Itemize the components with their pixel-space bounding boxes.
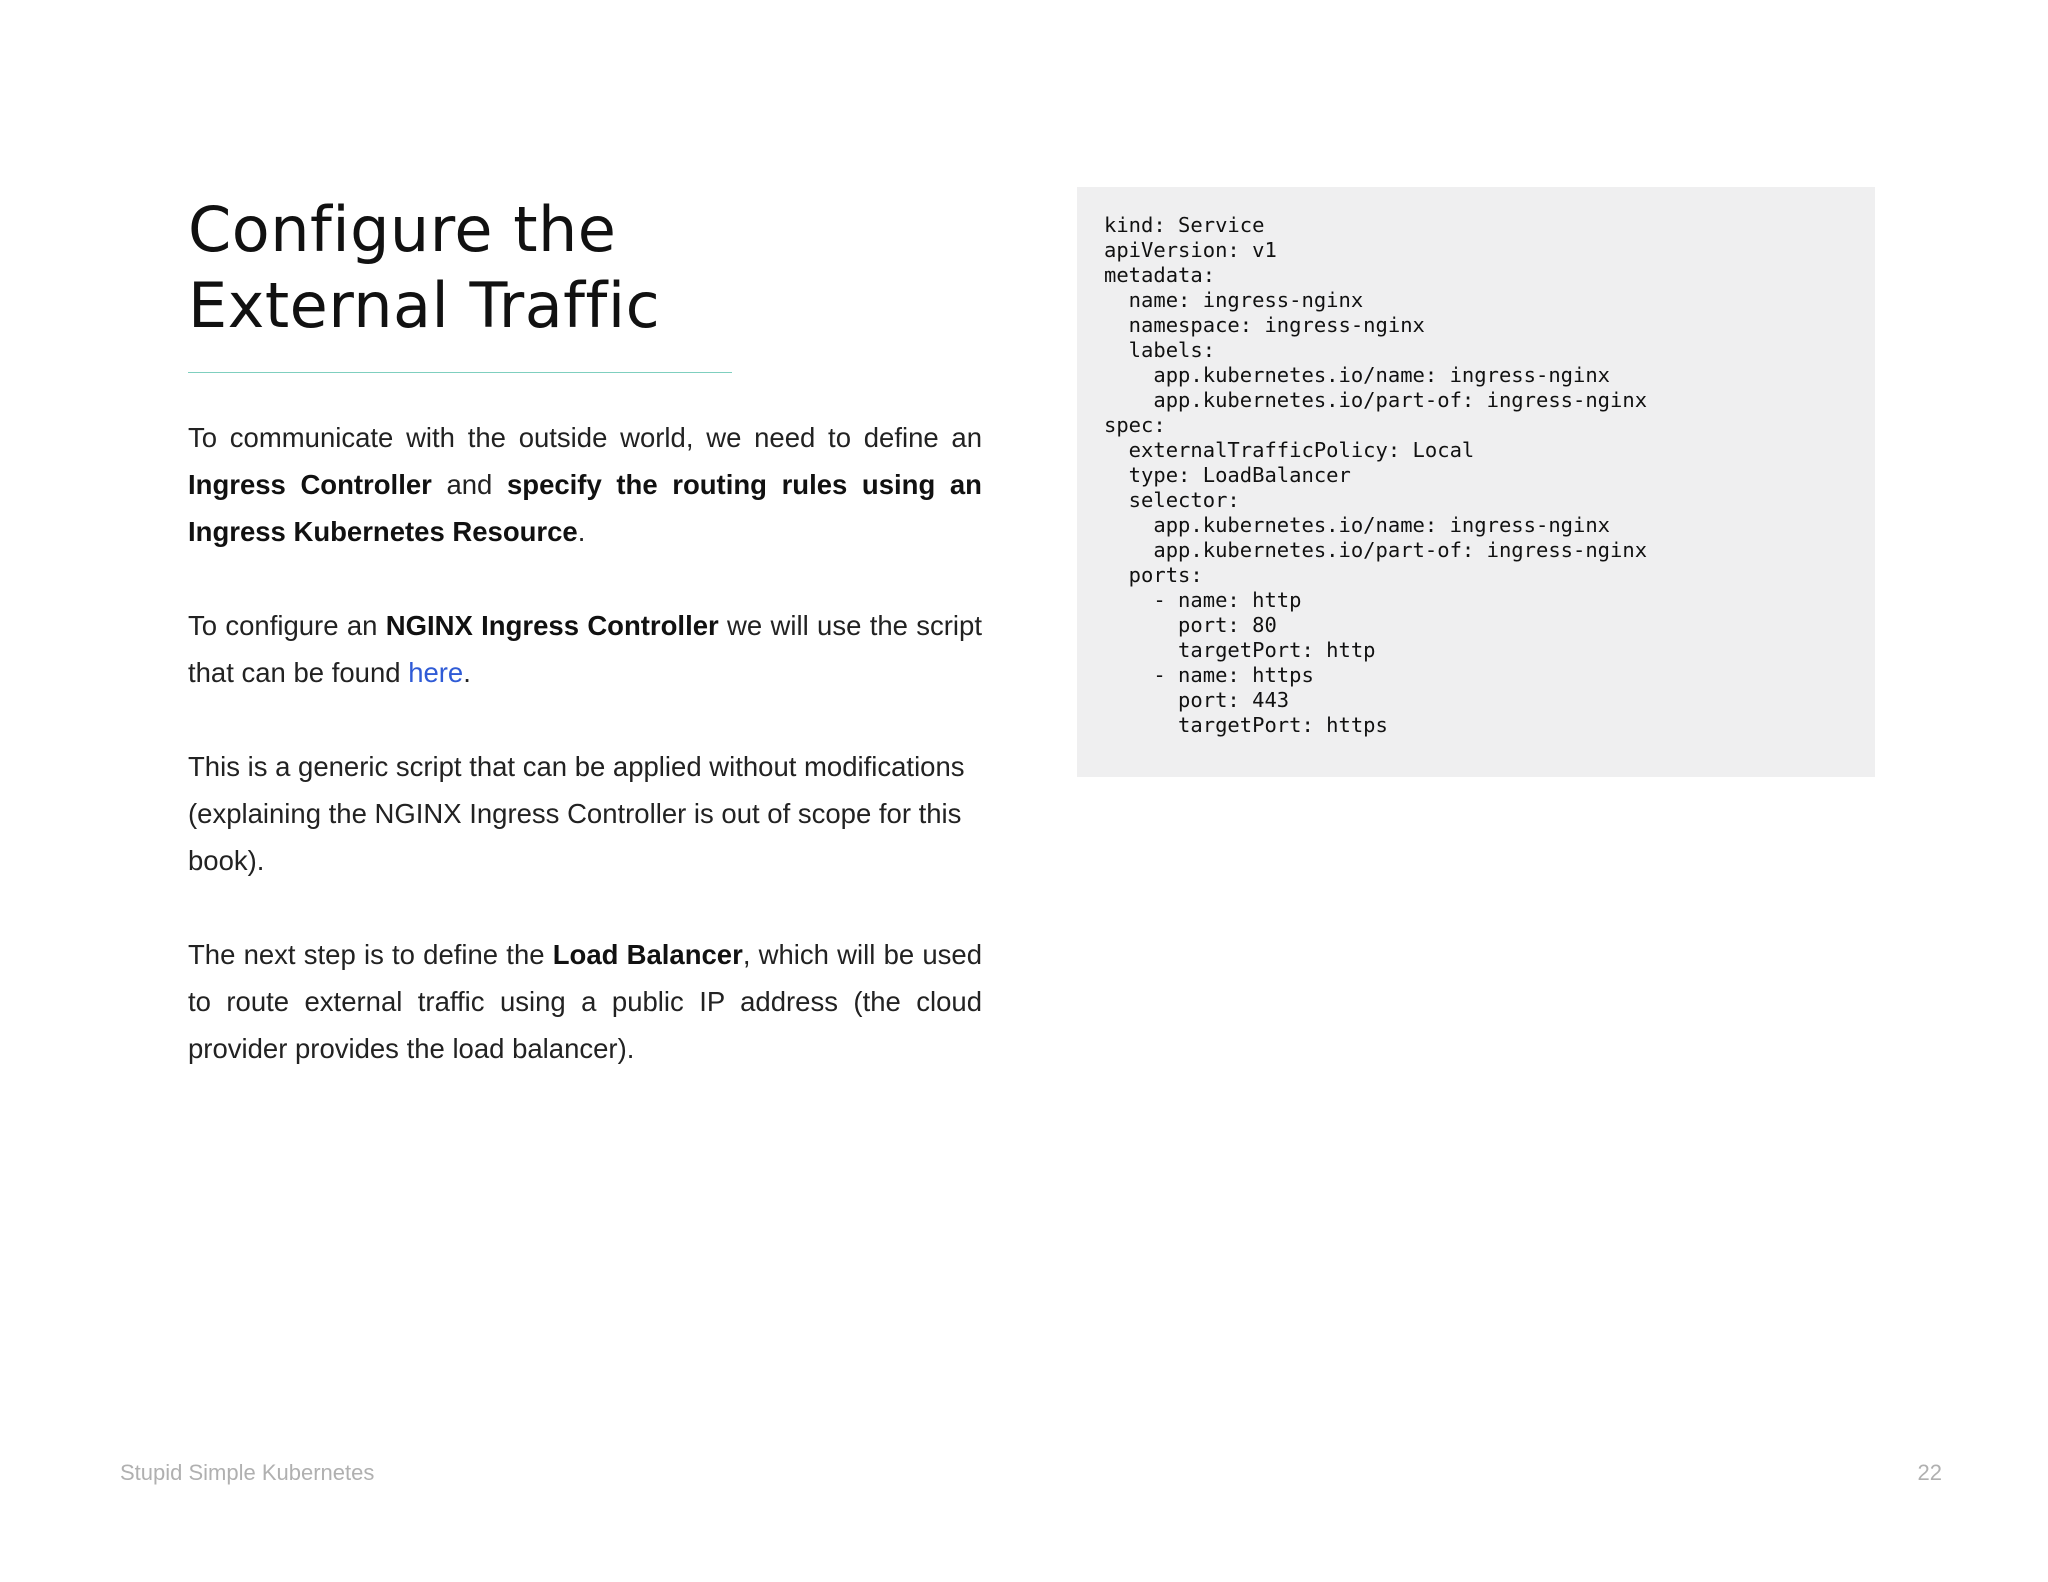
text-span: This is a generic script that can be applied without modifications (explaining the NGINX Ingress Controller is out of scope for this book). bbox=[188, 751, 965, 876]
text-span: we will use the script that can be found bbox=[188, 610, 982, 688]
text-span: , which will be used to route external traffic using a public IP address (the cloud provider provides the load balancer). bbox=[188, 939, 982, 1064]
text-span: . bbox=[463, 657, 471, 688]
code-line: port: 80 bbox=[1104, 613, 1277, 637]
here-link[interactable]: here bbox=[408, 657, 464, 688]
paragraph-nginx-script bbox=[188, 602, 982, 696]
title-divider bbox=[188, 372, 732, 373]
page-title-line-1: Configure the bbox=[188, 193, 617, 266]
code-line: externalTrafficPolicy: Local bbox=[1104, 438, 1475, 462]
code-line: labels: bbox=[1104, 338, 1216, 362]
code-line: spec: bbox=[1104, 413, 1166, 437]
code-line: selector: bbox=[1104, 488, 1240, 512]
code-line: app.kubernetes.io/part-of: ingress-nginx bbox=[1104, 388, 1648, 412]
code-block bbox=[1077, 187, 1875, 777]
code-line: port: 443 bbox=[1104, 688, 1290, 712]
code-line: app.kubernetes.io/name: ingress-nginx bbox=[1104, 363, 1611, 387]
code-line: targetPort: https bbox=[1104, 713, 1388, 737]
code-line: ports: bbox=[1104, 563, 1203, 587]
code-line: kind: Service bbox=[1104, 213, 1265, 237]
code-line: app.kubernetes.io/part-of: ingress-nginx bbox=[1104, 538, 1648, 562]
footer-book-title: Stupid Simple Kubernetes bbox=[120, 1460, 375, 1485]
bold-load-balancer: Load Balancer bbox=[552, 939, 743, 970]
paragraph-generic-script bbox=[188, 743, 982, 884]
code-line: name: ingress-nginx bbox=[1104, 288, 1364, 312]
text-span: The next step is to define the bbox=[188, 939, 553, 970]
body-text bbox=[188, 414, 982, 1119]
code-line: type: LoadBalancer bbox=[1104, 463, 1351, 487]
text-span: To communicate with the outside world, we need to define an bbox=[188, 422, 982, 453]
code-line: apiVersion: v1 bbox=[1104, 238, 1277, 262]
code-line: namespace: ingress-nginx bbox=[1104, 313, 1425, 337]
bold-routing-rules: specify the routing rules using an Ingress Kubernetes Resource bbox=[188, 469, 982, 547]
code-line: metadata: bbox=[1104, 263, 1216, 287]
code-line: - name: http bbox=[1104, 588, 1302, 612]
text-span: To configure an bbox=[188, 610, 386, 641]
bold-ingress-controller: Ingress Controller bbox=[188, 469, 432, 500]
paragraph-ingress-intro bbox=[188, 414, 982, 555]
page-title-line-2: External Traffic bbox=[188, 269, 661, 342]
code-line: - name: https bbox=[1104, 663, 1314, 687]
text-span: and bbox=[431, 469, 507, 500]
paragraph-load-balancer bbox=[188, 931, 982, 1072]
page-title bbox=[188, 192, 868, 344]
text-span: . bbox=[577, 516, 586, 547]
footer-page-number: 22 bbox=[1917, 1460, 1942, 1485]
bold-nginx-ingress-controller: NGINX Ingress Controller bbox=[385, 610, 719, 641]
code-line: targetPort: http bbox=[1104, 638, 1376, 662]
code-line: app.kubernetes.io/name: ingress-nginx bbox=[1104, 513, 1611, 537]
